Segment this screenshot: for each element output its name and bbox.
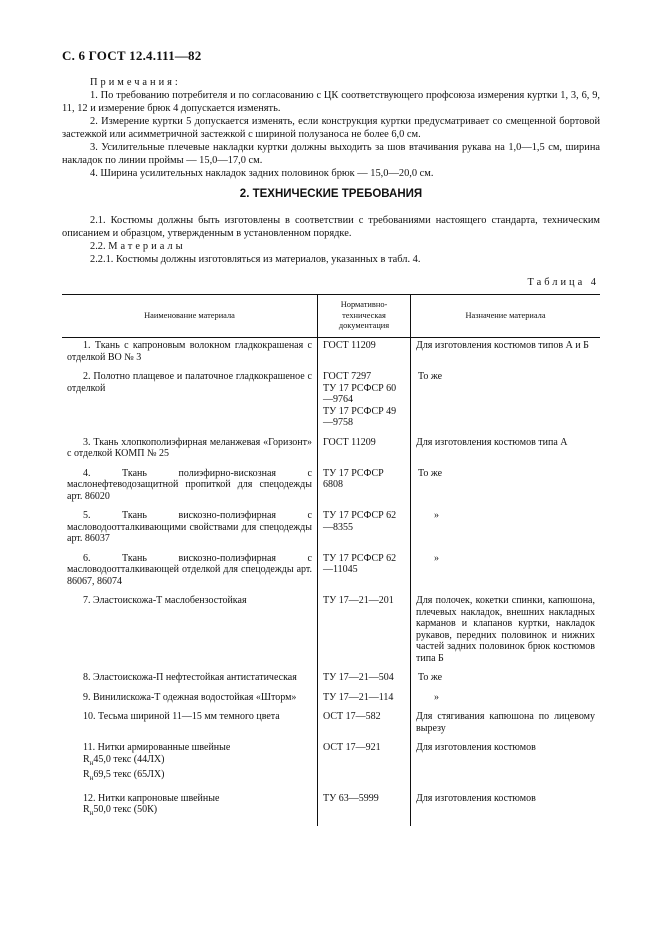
cell-material-name: 5. Ткань вискозно-полиэфирная с масловодоотталкивающими свойствами для спецодежды арт. 86037 [67,510,312,544]
page-header: С. 6 ГОСТ 12.4.111—82 [62,48,202,63]
cell-documentation: ТУ 17 РСФСР 62—11045 [318,551,411,594]
cell-purpose: » [411,551,601,594]
cell-purpose: Для изготовления костюмов типа А [411,435,601,466]
cell-material-name: 12. Нитки капроновые швейные $R_н50,0$ текс (50К) [83,792,220,817]
cell-material-name: 8. Эластоискожа-П нефтестойкая антистатическая [83,672,297,683]
cell-purpose: » [411,508,601,551]
table-row [62,690,600,710]
table-row [62,466,600,509]
table-row [62,593,600,670]
note-item: 2. Измерение куртки 5 допускается изменять, если конструкция куртки предусматривает со смещенной бортовой застежкой или асимметричной застежкой с шириной полузаноса не более 6,0 см. [62,116,600,140]
cell-purpose: Для изготовления костюмов [411,791,601,826]
cell-documentation: ТУ 17 РСФСР 62—8355 [318,508,411,551]
cell-purpose: То же [411,466,601,509]
note-item: 1. По требованию потребителя и по согласованию с ЦК соответствующего профсоюза измерения куртки 1, 3, 6, 9, 11, 12 и измерение брюк 4 допускается изменять. [62,90,600,114]
header-documentation: Нормативно-техническая документация [318,295,411,338]
cell-purpose: Для изготовления костюмов типов А и Б [411,338,601,370]
table-row [62,551,600,594]
requirements-text [62,214,600,266]
cell-purpose: Для стягивания капюшона по лицевому вырезу [411,709,601,740]
cell-documentation: ГОСТ 11209 [318,338,411,370]
table-row [62,369,600,435]
table-row [62,791,600,826]
table-header-row [62,295,600,338]
table-row [62,709,600,740]
materials-table [62,294,600,826]
cell-purpose: То же [411,369,601,435]
table-row [62,508,600,551]
cell-purpose: То же [411,670,601,690]
cell-documentation: ТУ 63—5999 [318,791,411,826]
cell-purpose: Для изготовления костюмов [411,740,601,791]
table-row [62,740,600,791]
notes-title: Примечания: [90,77,181,88]
cell-documentation: ГОСТ 11209 [318,435,411,466]
notes-block [62,76,600,180]
table-row [62,670,600,690]
paragraph-2-1: 2.1. Костюмы должны быть изготовлены в соответствии с требованиями настоящего стандарта, техническим описанием и образцом, утвержденным в установленном порядке. [62,215,600,239]
cell-documentation: ТУ 17—21—504 [318,670,411,690]
table-row [62,338,600,370]
header-purpose: Назначение материала [411,295,601,338]
cell-material-name: 1. Ткань с капроновым волокном гладкокрашеная с отделкой ВО № 3 [67,340,312,363]
cell-material-name: 9. Винилискожа-Т одежная водостойкая «Шторм» [83,691,297,703]
cell-documentation: ТУ 17 РСФСР 6808 [318,466,411,509]
table-row [62,435,600,466]
table-caption: Таблица 4 [527,277,599,288]
cell-documentation: ТУ 17—21—201 [318,593,411,670]
note-item: 3. Усилительные плечевые накладки куртки должны выходить за шов втачивания рукава на 1,0—1,5 см, ширина накладок по линии проймы — 15,0—17,0 см. [62,142,600,166]
section-title: 2. ТЕХНИЧЕСКИЕ ТРЕБОВАНИЯ [239,188,423,200]
cell-material-name: 4. Ткань полиэфирно-вискозная с маслонефтеводозащитной пропиткой для спецодежды арт. 86020 [67,467,312,502]
cell-material-name: 2. Полотно плащевое и палаточное гладкокрашеное с отделкой [67,371,312,394]
cell-documentation: ОСТ 17—921 [318,740,411,791]
header-material-name: Наименование материала [62,295,318,338]
cell-material-name: 6. Ткань вискозно-полиэфирная с масловодоотталкивающей отделкой для спецодежды арт. 86067, 86074 [67,552,312,587]
cell-material-name: 3. Ткань хлопкополиэфирная меланжевая «Горизонт» с отделкой КОМП № 25 [67,436,312,459]
cell-material-name: 7. Эластоискожа-Т маслобензостойкая [83,595,247,606]
cell-documentation: ОСТ 17—582 [318,709,411,740]
paragraph-2-2: 2.2. Материалы [90,241,186,252]
cell-purpose: Для полочек, кокетки спинки, капюшона, плечевых накладок, внешних накладных карманов и клапанов куртки, накладок рукавов, передних половинок и нижних частей задних половинок брюк костюмов типа Б [411,593,601,670]
cell-material-name: 11. Нитки армированные швейные $R_н45,0$ текс (44ЛХ) $R_н69,5$ текс (65ЛХ) [83,742,231,782]
cell-documentation: ТУ 17—21—114 [318,690,411,710]
cell-purpose: » [411,690,601,710]
note-item: 4. Ширина усилительных накладок задних половинок брюк — 15,0—20,0 см. [90,168,434,179]
cell-documentation: ГОСТ 7297 ТУ 17 РСФСР 60—9764 ТУ 17 РСФСР 49—9758 [318,369,411,435]
cell-material-name: 10. Тесьма шириной 11—15 мм темного цвета [83,711,280,722]
paragraph-2-2-1: 2.2.1. Костюмы должны изготовляться из материалов, указанных в табл. 4. [90,254,421,265]
table-body [62,338,600,826]
